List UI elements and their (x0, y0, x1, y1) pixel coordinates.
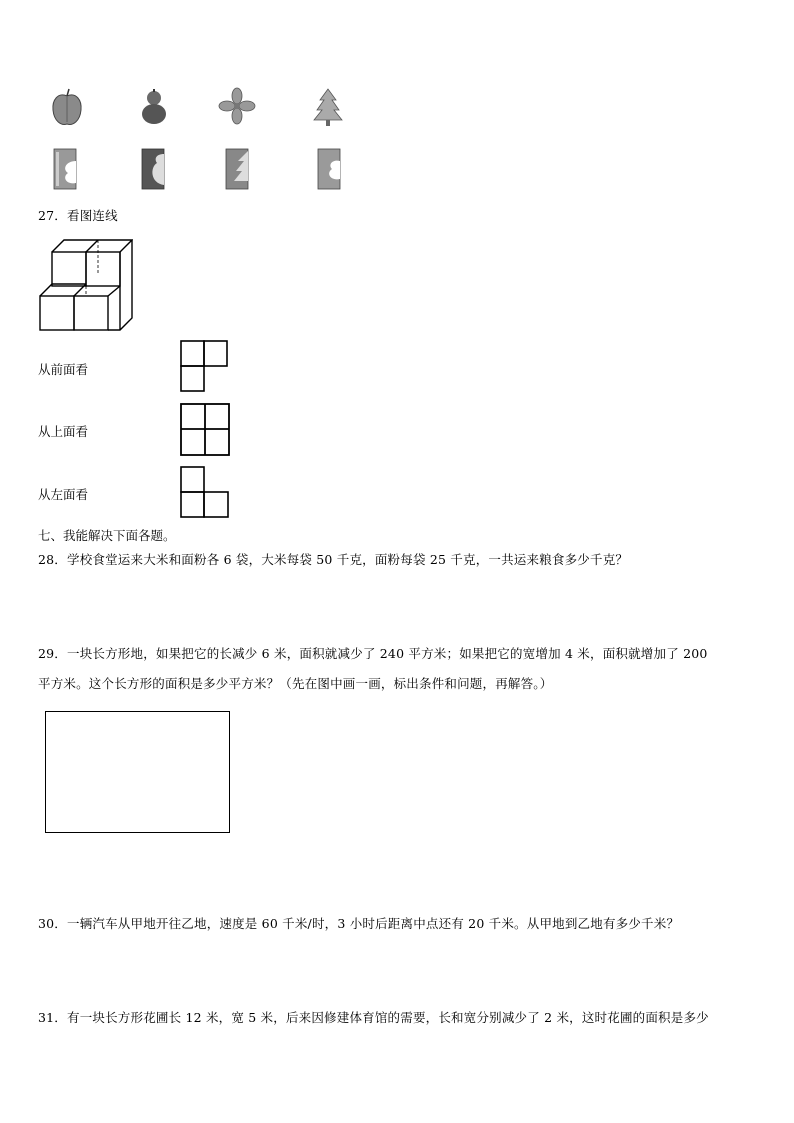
q29-rectangle-drawing-area[interactable] (45, 711, 230, 833)
cutout-tree-icon (226, 149, 248, 189)
top-icons-row1 (40, 84, 360, 130)
apple-icon (53, 89, 81, 124)
view-front-grid[interactable] (180, 340, 230, 392)
q30-text: 30．一辆汽车从甲地开往乙地，速度是 60 千米/时，3 小时后距离中点还有 20 千米。从甲地到乙地有多少千米？ (38, 916, 680, 931)
view-top-label: 从上面看 (38, 424, 89, 439)
q31-text: 31．有一块长方形花圃长 12 米，宽 5 米，后来因修建体育馆的需要，长和宽分别减少了 2 米，这时花圃的面积是多少 (38, 1010, 709, 1025)
view-front-label: 从前面看 (38, 362, 89, 377)
gourd-icon (142, 89, 166, 124)
flower-icon (219, 88, 255, 124)
view-top-grid[interactable] (180, 403, 232, 457)
cutout-flower-icon (318, 149, 340, 189)
section-7-title: 七、我能解决下面各题。 (38, 528, 176, 543)
top-icons-row2 (40, 147, 360, 193)
view-left-label: 从左面看 (38, 487, 89, 502)
cutout-leaf-icon (54, 149, 76, 189)
view-left-grid[interactable] (180, 466, 232, 520)
q29-line2: 平方米。这个长方形的面积是多少平方米？（先在图中画一画，标出条件和问题，再解答。） (38, 676, 553, 691)
q27-title: 27．看图连线 (38, 208, 118, 223)
cube-figure (38, 234, 133, 332)
q28-text: 28．学校食堂运来大米和面粉各 6 袋，大米每袋 50 千克，面粉每袋 25 千克，一共运来粮食多少千克？ (38, 552, 629, 567)
cutout-gourd-icon (142, 149, 164, 189)
pine-tree-icon (314, 89, 342, 126)
q29-line1: 29．一块长方形地，如果把它的长减少 6 米，面积就减少了 240 平方米；如果把它的宽增加 4 米，面积就增加了 200 (38, 646, 708, 661)
